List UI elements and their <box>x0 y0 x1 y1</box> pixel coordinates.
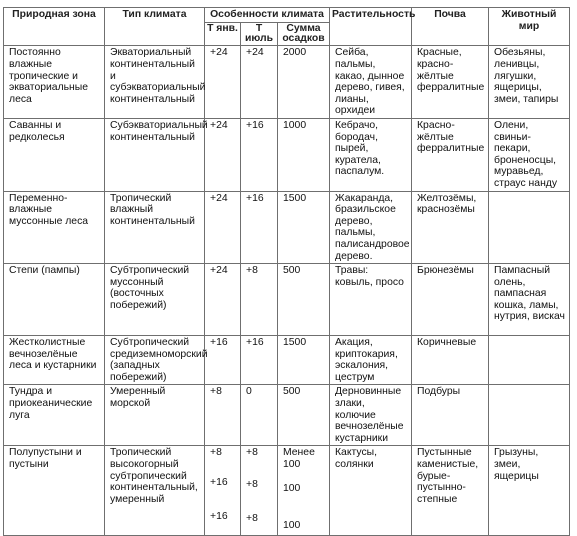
climate-type-cell: Экваториальный континентальный и субэкваториальный континентальный <box>105 46 205 119</box>
t-jul-cell: +16 <box>241 191 278 264</box>
soil-cell: Желтозёмы, краснозёмы <box>412 191 489 264</box>
zone-cell: Степи (пампы) <box>4 264 105 336</box>
table-row <box>4 446 570 536</box>
fauna-cell: Обезьяны, ленивцы, лягушки, ящерицы, змеи, тапиры <box>489 46 570 119</box>
t-jul-cell <box>241 446 278 536</box>
soil-cell: Красно-жёлтые ферралитные <box>412 118 489 191</box>
t-jan-cell <box>205 446 241 536</box>
t-jan-cell: +8 <box>205 385 241 446</box>
precip-value: 100 <box>283 482 301 494</box>
fauna-cell: Грызуны, змеи, ящерицы <box>489 446 570 536</box>
t-jan-value: +16 <box>210 510 228 522</box>
zone-cell: Переменно-влажные муссонные леса <box>4 191 105 264</box>
vegetation-cell: Дерновинные злаки, колючие вечнозелёные кустарники <box>330 385 412 446</box>
natural-zones-table <box>3 7 570 536</box>
zone-cell: Тундра и приокеанические луга <box>4 385 105 446</box>
precip-value: Менее 100 <box>283 447 315 471</box>
table-row <box>4 385 570 446</box>
header-climate-features: Особенности климата <box>205 8 330 23</box>
header-soil: Почва <box>412 8 489 46</box>
precip-cell: 500 <box>278 385 330 446</box>
table-row <box>4 191 570 264</box>
header-fauna: Животный мир <box>489 8 570 46</box>
climate-type-cell: Субэкваториальный континентальный <box>105 118 205 191</box>
precip-cell <box>278 446 330 536</box>
vegetation-cell: Травы: ковыль, просо <box>330 264 412 336</box>
header-vegetation: Растительность <box>330 8 412 46</box>
fauna-cell <box>489 385 570 446</box>
t-jan-cell: +24 <box>205 46 241 119</box>
t-jan-cell: +24 <box>205 191 241 264</box>
vegetation-cell: Акация, криптокария, эскалония, цеструм <box>330 336 412 385</box>
fauna-cell <box>489 191 570 264</box>
t-jul-value: +8 <box>246 447 258 459</box>
header-t-jan: Т янв. <box>205 22 241 46</box>
soil-cell: Коричневые <box>412 336 489 385</box>
soil-cell: Красные, красно-жёлтые ферралитные <box>412 46 489 119</box>
precip-cell: 1000 <box>278 118 330 191</box>
t-jul-cell: 0 <box>241 385 278 446</box>
t-jan-value: +8 <box>210 447 222 459</box>
climate-type-cell: Умеренный морской <box>105 385 205 446</box>
zone-cell: Саванны и редколесья <box>4 118 105 191</box>
climate-type-cell: Субтропический средиземноморский (западных побережий) <box>105 336 205 385</box>
zone-cell: Постоянно влажные тропические и экваториальные леса <box>4 46 105 119</box>
vegetation-cell: Кактусы, солянки <box>330 446 412 536</box>
vegetation-cell: Кебрачо, бородач, пырей, куратела, паспалум. <box>330 118 412 191</box>
precip-cell: 1500 <box>278 191 330 264</box>
zone-cell: Жестколистные вечнозелёные леса и кустарники <box>4 336 105 385</box>
t-jul-cell: +24 <box>241 46 278 119</box>
soil-cell: Брюнезёмы <box>412 264 489 336</box>
table-row <box>4 264 570 336</box>
t-jan-cell: +16 <box>205 336 241 385</box>
header-row <box>4 8 570 23</box>
precip-cell: 500 <box>278 264 330 336</box>
fauna-cell: Пампасный олень, пампасная кошка, ламы, нутрия, вискач <box>489 264 570 336</box>
t-jul-value: +8 <box>246 512 258 524</box>
table-row <box>4 336 570 385</box>
fauna-cell <box>489 336 570 385</box>
t-jan-cell: +24 <box>205 264 241 336</box>
t-jan-cell: +24 <box>205 118 241 191</box>
soil-cell: Пустынные каменистые, бурые-пустынно-степные <box>412 446 489 536</box>
precip-cell: 2000 <box>278 46 330 119</box>
t-jul-cell: +16 <box>241 336 278 385</box>
header-t-jul: Т июль <box>241 22 278 46</box>
t-jul-value: +8 <box>246 479 258 491</box>
header-climate-type: Тип климата <box>105 8 205 46</box>
vegetation-cell: Сейба, пальмы, какао, дынное дерево, гивея, лианы, орхидеи <box>330 46 412 119</box>
t-jan-value: +16 <box>210 477 228 489</box>
header-zone: Природная зона <box>4 8 105 46</box>
climate-type-cell: Тропический влажный континентальный <box>105 191 205 264</box>
vegetation-cell: Жакаранда, бразильское дерево, пальмы, палисандровое дерево. <box>330 191 412 264</box>
t-jul-cell: +8 <box>241 264 278 336</box>
zone-cell: Полупустыни и пустыни <box>4 446 105 536</box>
precip-value: 100 <box>283 520 301 532</box>
precip-cell: 1500 <box>278 336 330 385</box>
t-jul-cell: +16 <box>241 118 278 191</box>
climate-type-cell: Тропический высокогорный субтропический континентальный, умеренный <box>105 446 205 536</box>
soil-cell: Подбуры <box>412 385 489 446</box>
table-row <box>4 46 570 119</box>
climate-type-cell: Субтропический муссонный (восточных побережий) <box>105 264 205 336</box>
header-precip: Сумма осадков <box>278 22 330 46</box>
table-row <box>4 118 570 191</box>
fauna-cell: Олени, свиньи-пекари, броненосцы, муравьед, страус нанду <box>489 118 570 191</box>
